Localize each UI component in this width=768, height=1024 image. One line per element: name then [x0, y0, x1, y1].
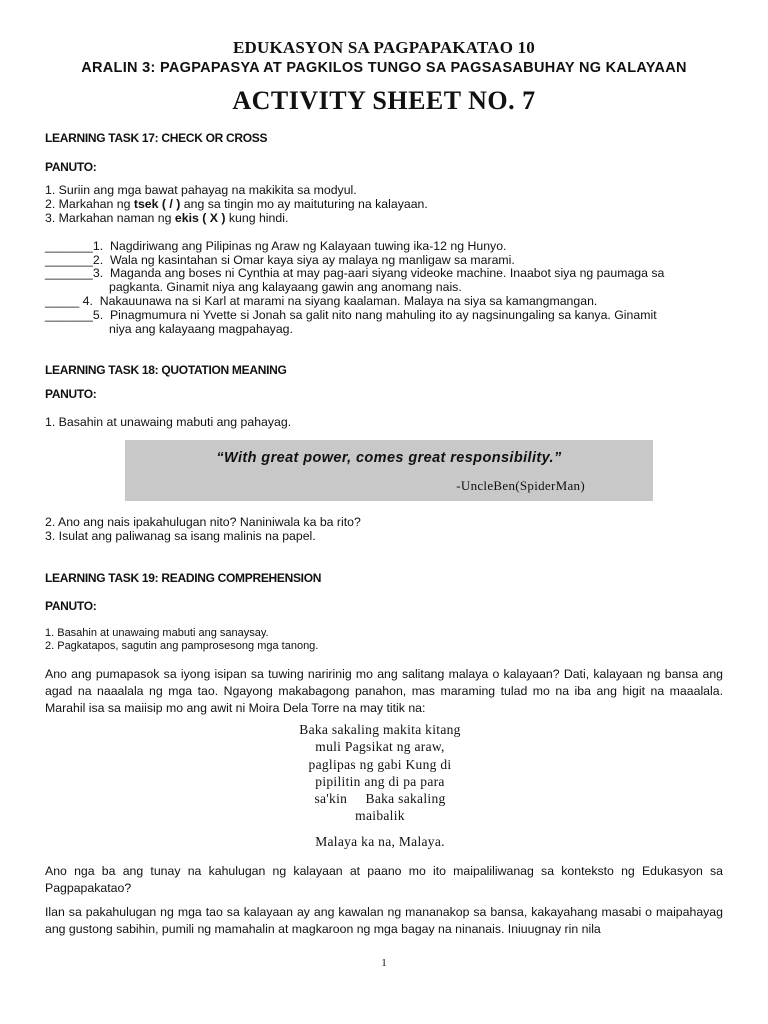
task18-instruction-3: 3. Isulat ang paliwanag sa isang malinis na papel. [45, 529, 316, 543]
answer-blank[interactable]: _______ [45, 308, 93, 322]
instruction-text: kung hindi. [225, 211, 289, 225]
instruction-text: 2. Markahan ng [45, 197, 134, 211]
instruction-text: 3. Markahan naman ng [45, 211, 175, 225]
task19-heading: LEARNING TASK 19: READING COMPREHENSION [45, 571, 322, 585]
task17-item-3 [45, 266, 664, 280]
task18-instruction-1: 1. Basahin at unawaing mabuti ang pahayag. [45, 415, 292, 429]
check-mark-label: tsek ( / ) [133, 197, 181, 211]
lyric-line: paglipas ng gabi Kung di [308, 756, 452, 772]
task17-instruction-2 [45, 197, 428, 211]
essay-paragraph-3: Ilan sa pakahulugan ng mga tao sa kalayaan ay ang kawalan ng mananakop sa bansa, kakayahang masabi o maipahayag ang gustong sabihin, pumili ng mamahalin at magkaroon ng mga bagay na ninanais. Iniuugnay rin nila [45, 905, 723, 936]
essay-paragraph-2: Ano nga ba ang tunay na kahulugan ng kalayaan at paano mo ito maipaliliwanag sa konteksto ng Edukasyon sa Pagpapakatao? [45, 864, 723, 895]
song-lyrics [260, 721, 500, 850]
lyric-line: maibalik [355, 808, 405, 824]
quote-author: -UncleBen(SpiderMan) [456, 478, 585, 493]
task17-item-5 [45, 308, 657, 322]
task18-heading: LEARNING TASK 18: QUOTATION MEANING [45, 363, 287, 377]
task19-panuto: PANUTO: [45, 599, 97, 613]
answer-blank[interactable]: _____ [45, 294, 80, 308]
lyric-line: sa'kin Baka sakaling [314, 791, 446, 807]
quote-box [125, 440, 653, 501]
instruction-text: ang sa tingin mo ay maituturing na kalayaan. [180, 197, 428, 211]
task19-instruction-2: 2. Pagkatapos, sagutin ang pamprosesong mga tanong. [45, 640, 319, 652]
task17-instruction-1: 1. Suriin ang mga bawat pahayag na makikita sa modyul. [45, 183, 357, 197]
item-text: Maganda ang boses ni Cynthia at may pag-aari siyang videoke machine. Inaabot siya ng paumaga sa [103, 266, 665, 280]
item-text: Nakauunawa na si Karl at marami na siyang kaalaman. Malaya na siya sa kamangmangan. [92, 294, 598, 308]
lyric-spacer [260, 825, 500, 833]
lyric-line: Malaya ka na, Malaya. [315, 833, 445, 849]
task17-item-2 [45, 253, 515, 267]
subject-title: EDUKASYON SA PAGPAPAKATAO 10 [232, 38, 535, 57]
item-number: 3. [92, 266, 104, 280]
item-number: 2. [92, 253, 104, 267]
task17-item-1 [45, 239, 506, 253]
quote-text: “With great power, comes great responsibility.” [216, 450, 562, 466]
answer-blank[interactable]: _______ [45, 253, 93, 267]
item-text: Wala ng kasintahan si Omar kaya siya ay malaya ng manligaw sa marami. [103, 253, 515, 267]
item-text: Nagdiriwang ang Pilipinas ng Araw ng Kalayaan tuwing ika-12 ng Hunyo. [103, 239, 507, 253]
item-text: Pinagmumura ni Yvette si Jonah sa galit nito nang mahuling ito ay nagsinungaling sa kanya. Ginamit [103, 308, 657, 322]
task18-panuto: PANUTO: [45, 387, 97, 401]
lyric-line: pipilitin ang di pa para [315, 773, 445, 789]
item-number: 4. [79, 294, 93, 308]
lyric-line: muli Pagsikat ng araw, [315, 739, 445, 755]
task18-instruction-2: 2. Ano ang nais ipakahulugan nito? Naniniwala ka ba rito? [45, 515, 361, 529]
sheet-title: ACTIVITY SHEET NO. 7 [232, 86, 536, 115]
answer-blank[interactable]: _______ [45, 239, 93, 253]
task17-item-5-continuation: niya ang kalayaang magpahayag. [109, 322, 293, 336]
cross-mark-label: ekis ( X ) [174, 211, 226, 225]
task17-item-3-continuation: pagkanta. Ginamit niya ang kalayaang gawin ang anomang nais. [109, 280, 462, 294]
task17-panuto: PANUTO: [45, 160, 97, 174]
item-number: 5. [92, 308, 104, 322]
lesson-title: ARALIN 3: PAGPAPASYA AT PAGKILOS TUNGO SA PAGSASABUHAY NG KALAYAAN [81, 60, 687, 76]
task17-heading: LEARNING TASK 17: CHECK OR CROSS [45, 131, 268, 145]
task17-item-4 [45, 294, 597, 308]
task17-instruction-3 [45, 211, 288, 225]
lyric-line: Baka sakaling makita kitang [299, 722, 461, 737]
page-number: 1 [381, 957, 387, 969]
essay-paragraph-1: Ano ang pumapasok sa iyong isipan sa tuwing naririnig mo ang salitang malaya o kalayaan? Dati, kalayaan ng bansa ang agad na naaalala ng mga tao. Ngayong makabagong panahon, mas maraming tulad mo na iba ang higit na maaalala. Marahil isa sa maiisip mo ang awit ni Moira Dela Torre na may titik na: [45, 667, 723, 715]
answer-blank[interactable]: _______ [45, 266, 93, 280]
item-number: 1. [92, 239, 104, 253]
task19-instruction-1: 1. Basahin at unawaing mabuti ang sanaysay. [45, 627, 269, 639]
